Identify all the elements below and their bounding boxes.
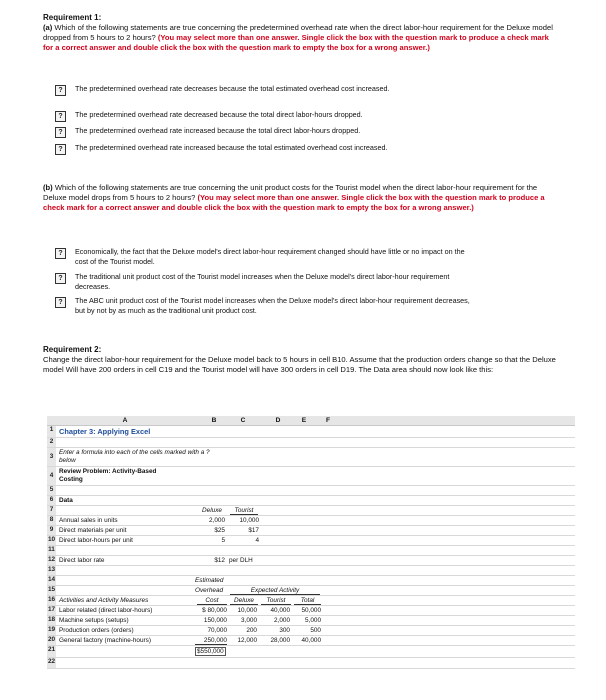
question-b: [43, 183, 561, 213]
cell-c17: 10,000: [237, 607, 257, 614]
expected-activity-header: Expected Activity: [230, 587, 320, 595]
sheet-row: [47, 486, 575, 496]
cell-e17: 50,000: [301, 607, 321, 614]
cell-e20: 40,000: [301, 637, 321, 644]
row-number: 16: [47, 596, 56, 603]
checkbox-a3[interactable]: ?: [55, 127, 66, 138]
column-b-header: B: [211, 417, 217, 424]
checkbox-a1[interactable]: ?: [55, 85, 66, 96]
cell-d20: 28,000: [270, 637, 290, 644]
cell-a10: Direct labor-hours per unit: [59, 537, 133, 544]
cell-c9: $17: [248, 527, 259, 534]
cell-b7: Deluxe: [202, 507, 222, 514]
cell-b21-total: $550,000: [197, 648, 224, 655]
sheet-row: [47, 658, 575, 669]
column-e-header: E: [301, 417, 307, 424]
cell-c10: 4: [255, 537, 259, 544]
cell-b18: 150,000: [203, 617, 227, 624]
option-a3-text: The predetermined overhead rate increased because the total direct labor-hours dropped.: [75, 126, 361, 135]
row-number: 13: [47, 566, 56, 573]
sheet-row: [47, 438, 575, 448]
column-d-header: D: [275, 417, 281, 424]
cell-c7: Tourist: [230, 507, 258, 515]
option-b2[interactable]: [57, 272, 477, 292]
row-number: 21: [47, 646, 56, 657]
question-a-instructions: (You may select more than one answer. Single click the box with the question mark to produce a check mark for a correct answer and double click the box with the question mark to empty the box for a wrong answer.): [43, 33, 549, 52]
sheet-row: [47, 467, 575, 486]
instruction-line-1: Enter a formula into each of the cells marked with a ?: [59, 449, 210, 456]
question-b-text: Which of the following statements are true concerning the unit product costs for the Tourist model when the direct labor-hour requirement for the Deluxe model drops from 5 hours to 2 hours?: [43, 183, 538, 202]
cell-a12: Direct labor rate: [59, 557, 105, 564]
cell-a20: General factory (machine-hours): [59, 637, 151, 644]
question-b-label: (b): [43, 183, 53, 192]
sheet-row: [47, 566, 575, 576]
instruction-line-2: below: [59, 457, 76, 464]
data-heading: Data: [59, 497, 73, 504]
checkbox-b3[interactable]: ?: [55, 297, 66, 308]
column-c-header: C: [240, 417, 246, 424]
cell-c8: 10,000: [239, 517, 259, 524]
option-b3-text: The ABC unit product cost of the Tourist model increases when the Deluxe model's direct labor-hour requirement decreases, but by not by as much as the traditional unit product cost.: [75, 296, 470, 315]
row-number: 18: [47, 616, 56, 623]
cell-a9: Direct materials per unit: [59, 527, 127, 534]
sheet-row: [47, 526, 575, 536]
sheet-row: [47, 506, 575, 516]
option-a2[interactable]: [57, 110, 477, 120]
cell-e19: 500: [310, 627, 321, 634]
column-a-header: A: [122, 417, 128, 424]
column-f-header: F: [325, 417, 331, 424]
row-number: 15: [47, 586, 56, 593]
row-number: 8: [47, 516, 56, 525]
cell-d18: 2,000: [274, 617, 290, 624]
question-a-label: (a): [43, 23, 53, 32]
sheet-row: [47, 626, 575, 636]
cell-d19: 300: [279, 627, 290, 634]
sheet-row: [47, 448, 575, 467]
cell-d16: Tourist: [261, 597, 291, 605]
sheet-row: [47, 546, 575, 556]
cell-d17: 40,000: [270, 607, 290, 614]
row-number: 12: [47, 556, 56, 563]
row-number: 7: [47, 506, 56, 515]
row-number: 10: [47, 536, 56, 543]
cell-c20: 12,000: [237, 637, 257, 644]
cell-b14: Estimated: [195, 577, 224, 584]
row-number: 22: [47, 658, 56, 668]
review-problem-line-1: Review Problem: Activity-Based: [59, 468, 157, 475]
cell-c16: Deluxe: [230, 597, 258, 605]
checkbox-b2[interactable]: ?: [55, 273, 66, 284]
option-b3[interactable]: [57, 296, 477, 316]
row-number: 3: [47, 448, 56, 466]
sheet-row: [47, 426, 575, 438]
cell-b17: $ 80,000: [202, 607, 227, 614]
sheet-row: [47, 596, 575, 606]
cell-b9: $25: [214, 527, 225, 534]
sheet-row: [47, 606, 575, 616]
sheet-row: [47, 536, 575, 546]
cell-e18: 5,000: [305, 617, 321, 624]
sheet-row: [47, 556, 575, 566]
row-number: 6: [47, 496, 56, 505]
cell-b12: $12: [214, 557, 225, 564]
sheet-row: [47, 646, 575, 658]
sheet-row: [47, 576, 575, 586]
checkbox-a2[interactable]: ?: [55, 111, 66, 122]
cell-a8: Annual sales in units: [59, 517, 118, 524]
option-a4[interactable]: [57, 143, 477, 153]
row-number: 9: [47, 526, 56, 535]
row-number: 14: [47, 576, 56, 583]
question-a: [43, 23, 561, 53]
row-number: 2: [47, 438, 56, 447]
cell-b8: 2,000: [209, 517, 225, 524]
cell-c19: 200: [246, 627, 257, 634]
option-a2-text: The predetermined overhead rate decreased because the total direct labor-hours dropped.: [75, 110, 363, 119]
row-number: 20: [47, 636, 56, 643]
cell-a16: Activities and Activity Measures: [59, 597, 149, 604]
row-number: 1: [47, 426, 56, 437]
sheet-row: [47, 586, 575, 596]
sheet-row: [47, 636, 575, 646]
requirement-2-text: Change the direct labor-hour requirement for the Deluxe model back to 5 hours in cell B10. Assume that the production orders change so that the Deluxe model Will have 200 orders in cell C19 and the Tourist model will have 300 orders in cell D19. The Data area should now look like this:: [43, 355, 556, 374]
column-header-bar: [47, 416, 575, 426]
row-number: 11: [48, 546, 55, 553]
spreadsheet: [47, 416, 575, 700]
cell-b10: 5: [221, 537, 225, 544]
requirement-1-title: Requirement 1:: [43, 13, 102, 22]
cell-b20: 250,000: [195, 637, 227, 645]
row-number: 4: [47, 467, 56, 485]
review-problem-line-2: Costing: [59, 476, 83, 483]
option-b2-text: The traditional unit product cost of the Tourist model increases when the Deluxe model's direct labor-hour requirement decreases.: [75, 272, 450, 291]
cell-c12: per DLH: [229, 557, 253, 564]
option-b1[interactable]: [57, 247, 477, 267]
sheet-row: [47, 616, 575, 626]
sheet-title: Chapter 3: Applying Excel: [59, 427, 151, 436]
question-a-text: Which of the following statements are true concerning the predetermined overhead rate when the direct labor-hour requirement for the Deluxe model dropped from 5 hours to 2 hours?: [43, 23, 553, 42]
question-b-instructions: (You may select more than one answer. Single click the box with the question mark to produce a check mark for a correct answer and double click the box with the question mark to empty the box for a wrong answer.): [43, 193, 545, 212]
cell-e16: Total: [294, 597, 321, 605]
option-a4-text: The predetermined overhead rate increased because the total estimated overhead cost increased.: [75, 143, 388, 152]
cell-a19: Production orders (orders): [59, 627, 134, 634]
row-number: 5: [47, 486, 56, 495]
cell-a18: Machine setups (setups): [59, 617, 129, 624]
option-b1-text: Economically, the fact that the Deluxe model's direct labor-hour requirement changed should have little or no impact on the cost of the Tourist model.: [75, 247, 465, 266]
checkbox-b1[interactable]: ?: [55, 248, 66, 259]
requirement-2-title: Requirement 2:: [43, 345, 102, 354]
cell-a17: Labor related (direct labor-hours): [59, 607, 153, 614]
option-a1-text: The predetermined overhead rate decreases because the total estimated overhead cost increased.: [75, 84, 390, 93]
cell-c18: 3,000: [241, 617, 257, 624]
cell-b15: Overhead: [195, 587, 224, 594]
checkbox-a4[interactable]: ?: [55, 144, 66, 155]
option-a1[interactable]: [57, 84, 477, 94]
option-a3[interactable]: [57, 126, 477, 136]
cell-b19: 70,000: [207, 627, 227, 634]
requirement-2: [43, 345, 561, 375]
requirement-1: [43, 13, 561, 53]
row-number: 19: [47, 626, 56, 633]
sheet-row: [47, 496, 575, 506]
cell-b16: Cost: [197, 597, 227, 605]
row-number: 17: [47, 606, 56, 613]
sheet-row: [47, 516, 575, 526]
